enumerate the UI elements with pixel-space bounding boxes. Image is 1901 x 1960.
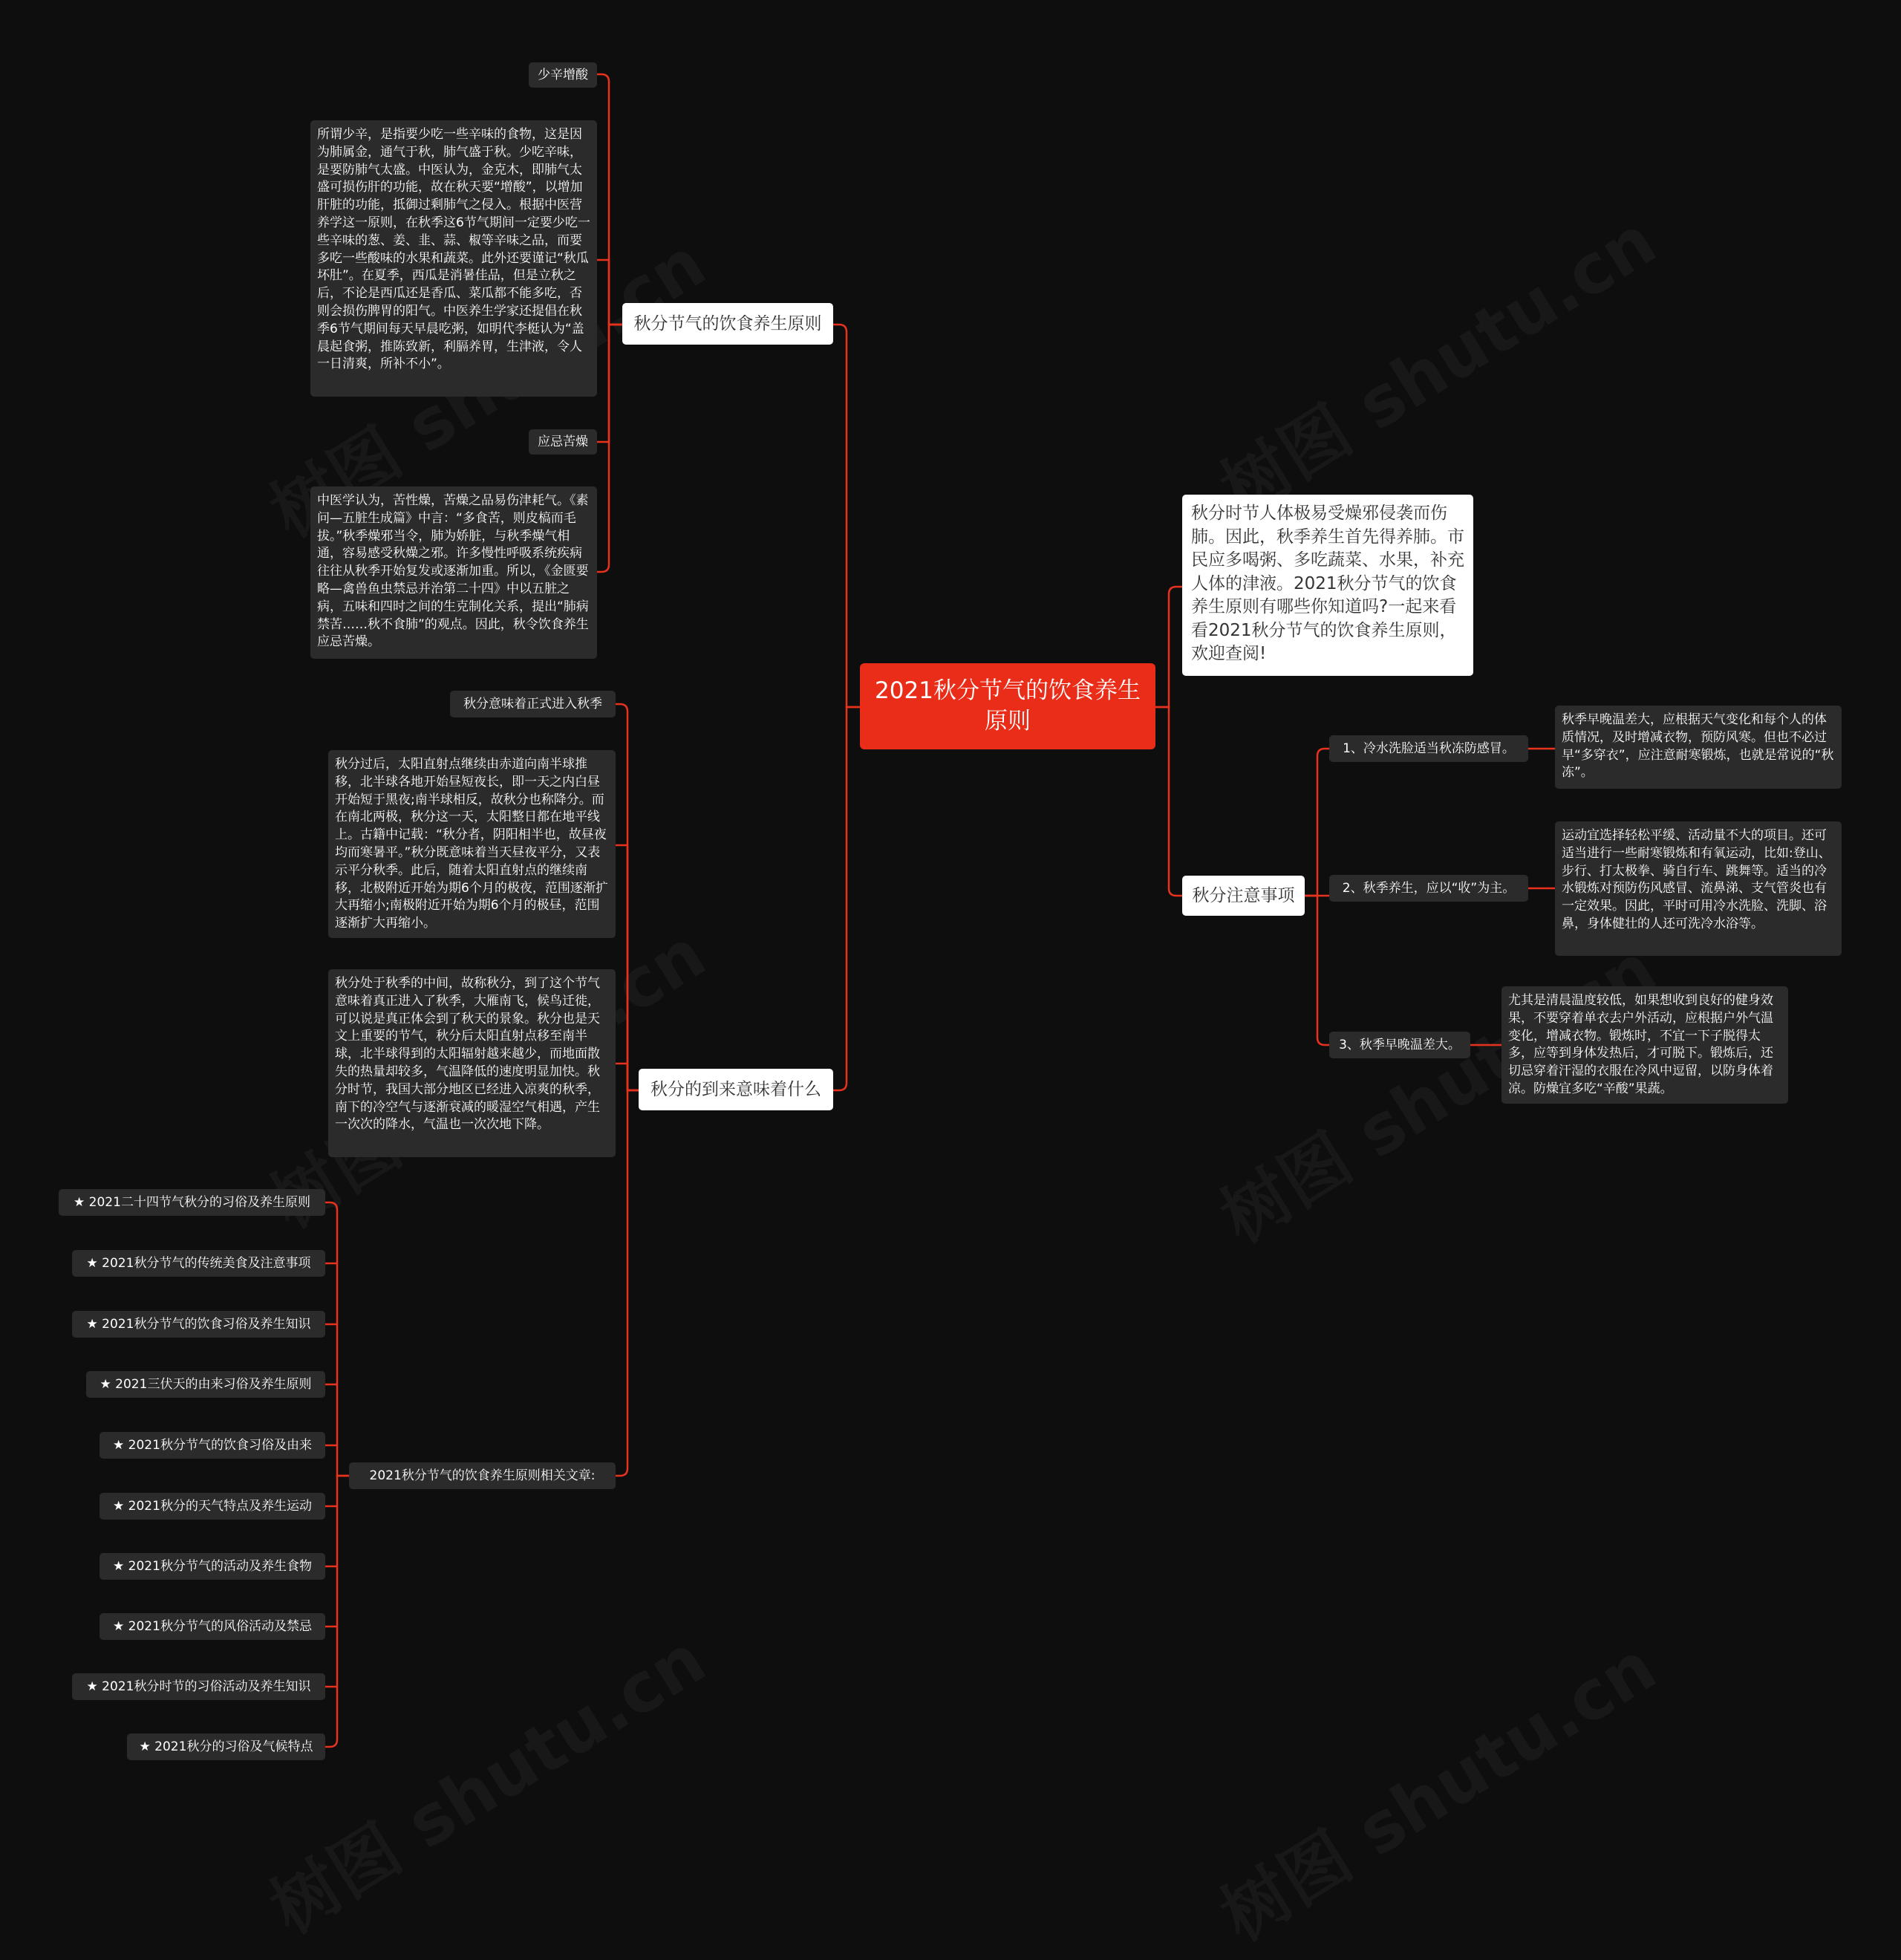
branch-meaning[interactable]: 秋分的到来意味着什么 bbox=[639, 1069, 833, 1110]
meaning-autumn-start-label[interactable]: 秋分意味着正式进入秋季 bbox=[450, 691, 616, 717]
related-article-item[interactable]: ★ 2021秋分时节的习俗活动及养生知识 bbox=[72, 1673, 325, 1700]
note-item-1-text[interactable]: 秋季早晚温差大，应根据天气变化和每个人的体质情况，及时增减衣物，预防风寒。但也不必过早“多穿衣”，应注意耐寒锻炼，也就是常说的“秋冻”。 bbox=[1555, 706, 1842, 789]
note-item-3-text[interactable]: 尤其是清晨温度较低，如果想收到良好的健身效果，不要穿着单衣去户外活动，应根据户外气温变化，增减衣物。锻炼时，不宜一下子脱得太多，应等到身体发热后，才可脱下。锻炼后，还切忌穿着汗湿的衣服在冷风中逗留，以防身体着凉。防燥宜多吃“辛酸”果蔬。 bbox=[1501, 986, 1788, 1104]
related-article-item[interactable]: ★ 2021秋分的习俗及气候特点 bbox=[127, 1733, 325, 1760]
note-item-2-text[interactable]: 运动宜选择轻松平缓、活动量不大的项目。还可适当进行一些耐寒锻炼和有氧运动，比如:登山、步行、打太极拳、骑自行车、跳舞等。适当的冷水锻炼对预防伤风感冒、流鼻涕、支气管炎也有一定效果。因此，平时可用冷水洗脸、洗脚、浴鼻，身体健壮的人还可洗冷水浴等。 bbox=[1555, 821, 1842, 956]
principle-avoid-bitter-text[interactable]: 中医学认为，苦性燥，苦燥之品易伤津耗气。《素问—五脏生成篇》中言：“多食苦，则皮槁而毛拔。”秋季燥邪当令，肺为娇脏，与秋季燥气相通，容易感受秋燥之邪。许多慢性呼吸系统疾病往往从秋季开始复发或逐渐加重。所以，《金匮要略—禽兽鱼虫禁忌并治第二十四》中以五脏之病，五味和四时之间的生克制化关系，提出“肺病禁苦……秋不食肺”的观点。因此，秋令饮食养生应忌苦燥。 bbox=[310, 486, 597, 659]
related-article-item[interactable]: ★ 2021三伏天的由来习俗及养生原则 bbox=[86, 1371, 325, 1398]
branch-notes[interactable]: 秋分注意事项 bbox=[1182, 876, 1305, 916]
principle-avoid-bitter-label[interactable]: 应忌苦燥 bbox=[529, 429, 597, 455]
related-article-item[interactable]: ★ 2021秋分节气的活动及养生食物 bbox=[100, 1553, 325, 1580]
meaning-paragraph-1[interactable]: 秋分过后，太阳直射点继续由赤道向南半球推移，北半球各地开始昼短夜长，即一天之内白昼开始短于黑夜;南半球相反，故秋分也称降分。而在南北两极，秋分这一天，太阳整日都在地平线上。古籍中记载：“秋分者，阴阳相半也，故昼夜均而寒暑平。”秋分既意味着当天昼夜平分，又表示平分秋季。此后，随着太阳直射点的继续南移，北极附近开始为期6个月的极夜，范围逐渐扩大再缩小;南极附近开始为期6个月的极昼，范围逐渐扩大再缩小。 bbox=[328, 750, 616, 938]
related-article-item[interactable]: ★ 2021秋分的天气特点及养生运动 bbox=[100, 1493, 325, 1520]
note-item-1-label[interactable]: 1、冷水洗脸适当秋冻防感冒。 bbox=[1329, 735, 1528, 762]
branch-principles[interactable]: 秋分节气的饮食养生原则 bbox=[622, 303, 833, 345]
meaning-paragraph-2[interactable]: 秋分处于秋季的中间，故称秋分，到了这个节气意味着真正进入了秋季，大雁南飞，候鸟迁徙，可以说是真正体会到了秋天的景象。秋分也是天文上重要的节气，秋分后太阳直射点移至南半球，北半球得到的太阳辐射越来越少，而地面散失的热量却较多，气温降低的速度明显加快。秋分时节，我国大部分地区已经进入凉爽的秋季，南下的冷空气与逐渐衰减的暖湿空气相遇，产生一次次的降水，气温也一次次地下降。 bbox=[328, 969, 616, 1157]
root-topic[interactable]: 2021秋分节气的饮食养生原则 bbox=[860, 663, 1155, 749]
related-article-item[interactable]: ★ 2021秋分节气的饮食习俗及养生知识 bbox=[72, 1311, 325, 1338]
related-article-item[interactable]: ★ 2021秋分节气的饮食习俗及由来 bbox=[100, 1432, 325, 1459]
related-article-item[interactable]: ★ 2021秋分节气的传统美食及注意事项 bbox=[72, 1250, 325, 1277]
principle-less-pungent-text[interactable]: 所谓少辛，是指要少吃一些辛味的食物，这是因为肺属金，通气于秋，肺气盛于秋。少吃辛味，是要防肺气太盛。中医认为，金克木，即肺气太盛可损伤肝的功能，故在秋天要“增酸”，以增加肝脏的功能，抵御过剩肺气之侵入。根据中医营养学这一原则，在秋季这6节气期间一定要少吃一些辛味的葱、姜、韭、蒜、椒等辛味之品，而要多吃一些酸味的水果和蔬菜。此外还要谨记“秋瓜坏肚”。在夏季，西瓜是消暑佳品，但是立秋之后，不论是西瓜还是香瓜、菜瓜都不能多吃，否则会损伤脾胃的阳气。中医养生学家还提倡在秋季6节气期间每天早晨吃粥，如明代李梃认为“盖晨起食粥，推陈致新，利膈养胃，生津液，令人一日清爽，所补不小”。 bbox=[310, 120, 597, 397]
related-article-item[interactable]: ★ 2021二十四节气秋分的习俗及养生原则 bbox=[59, 1189, 325, 1216]
note-item-3-label[interactable]: 3、秋季早晚温差大。 bbox=[1329, 1032, 1470, 1058]
related-article-item[interactable]: ★ 2021秋分节气的风俗活动及禁忌 bbox=[100, 1613, 325, 1640]
note-item-2-label[interactable]: 2、秋季养生，应以“收”为主。 bbox=[1329, 875, 1528, 902]
intro-card[interactable]: 秋分时节人体极易受燥邪侵袭而伤肺。因此，秋季养生首先得养肺。市民应多喝粥、多吃蔬菜、水果，补充人体的津液。2021秋分节气的饮食养生原则有哪些你知道吗?一起来看看2021秋分节气的饮食养生原则，欢迎查阅! bbox=[1182, 495, 1473, 676]
related-articles-label[interactable]: 2021秋分节气的饮食养生原则相关文章: bbox=[349, 1462, 616, 1489]
principle-less-pungent-label[interactable]: 少辛增酸 bbox=[529, 62, 597, 88]
